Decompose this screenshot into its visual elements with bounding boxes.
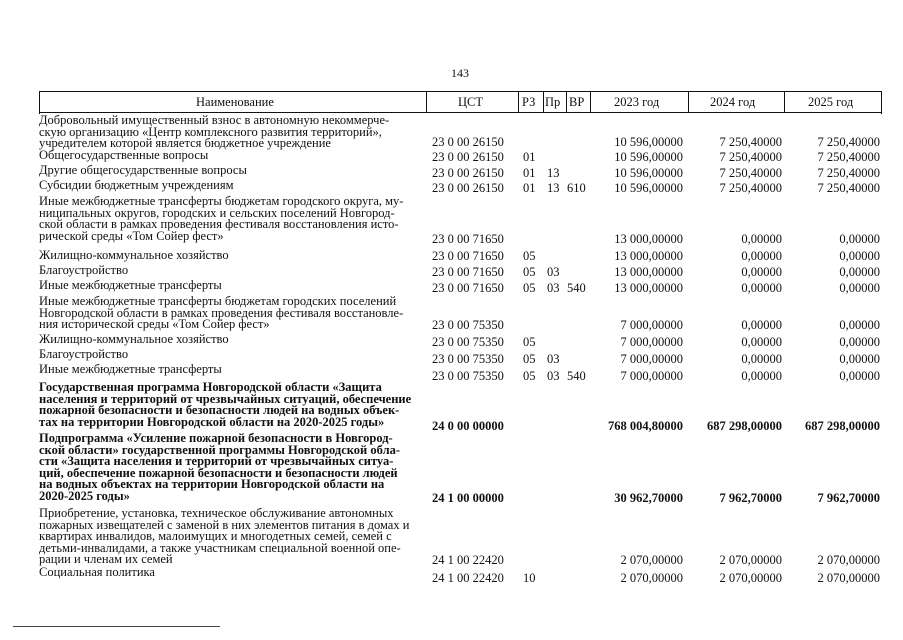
row-pr: 03: [547, 352, 560, 366]
row-name: Иные межбюджетные трансферты бюджетам городских поселений Новгородской области в рамках проведения фестиваля восстановле- ния исторической среды «Том Сойер фест»: [39, 294, 404, 332]
row-y2025: 0,00000: [839, 369, 880, 383]
row-rz: 05: [523, 369, 536, 383]
row-name: Государственная программа Новгородской области «Защита населения и территорий от чрезвычайных ситуаций, обеспечение пожарной безопасности и безопасности людей на водных объек- тах на территории Новгородской области на 2020-2025 годы»: [39, 380, 412, 429]
row-y2024: 7 962,70000: [719, 491, 782, 505]
row-name: Жилищно-коммунальное хозяйство: [39, 248, 229, 262]
row-y2024: 2 070,00000: [719, 571, 782, 585]
row-pr: 13: [547, 166, 560, 180]
row-y2023: 10 596,00000: [614, 135, 683, 149]
row-cst: 23 0 00 75350: [432, 335, 504, 349]
column-divider: [688, 91, 689, 113]
row-y2025: 7 250,40000: [817, 135, 880, 149]
row-y2024: 0,00000: [741, 265, 782, 279]
row-name: Благоустройство: [39, 347, 129, 361]
row-vr: 540: [567, 369, 586, 383]
row-cst: 24 1 00 00000: [432, 491, 504, 505]
row-cst: 23 0 00 26150: [432, 166, 504, 180]
row-y2025: 2 070,00000: [817, 553, 880, 567]
header-rz: РЗ: [522, 95, 536, 109]
row-y2023: 10 596,00000: [614, 181, 683, 195]
row-name: Подпрограмма «Усиление пожарной безопасности в Новгород- ской области» государственной программы Новгородской обла- сти «Защита населения и территорий от чрезвычайных ситуа- ций, обеспечение пожарной безопасности и безопасности людей на водных объектах на территории Новгородской области на 2020-2025 годы»: [39, 431, 400, 503]
row-name: Жилищно-коммунальное хозяйство: [39, 332, 229, 346]
row-y2024: 0,00000: [741, 335, 782, 349]
header-2024: 2024 год: [710, 95, 756, 109]
row-y2024: 2 070,00000: [719, 553, 782, 567]
row-y2024: 7 250,40000: [719, 135, 782, 149]
row-rz: 10: [523, 571, 536, 585]
row-name: Социальная политика: [39, 565, 155, 579]
row-name: Добровольный имущественный взнос в автономную некоммерче- скую организацию «Центр комплексного развития территорий», учредителем которой является бюджетное учреждение: [39, 113, 390, 151]
column-divider: [566, 91, 567, 113]
row-y2025: 7 250,40000: [817, 181, 880, 195]
row-rz: 01: [523, 166, 536, 180]
row-cst: 23 0 00 71650: [432, 281, 504, 295]
row-y2024: 0,00000: [741, 352, 782, 366]
row-cst: 23 0 00 26150: [432, 135, 504, 149]
row-vr: 610: [567, 181, 586, 195]
row-rz: 01: [523, 150, 536, 164]
row-vr: 540: [567, 281, 586, 295]
column-divider: [543, 91, 544, 113]
row-cst: 23 0 00 71650: [432, 232, 504, 246]
row-y2023: 768 004,80000: [608, 419, 683, 433]
column-divider: [518, 91, 519, 113]
row-y2023: 30 962,70000: [614, 491, 683, 505]
row-rz: 05: [523, 265, 536, 279]
row-y2025: 7 250,40000: [817, 150, 880, 164]
row-pr: 13: [547, 181, 560, 195]
footer-rule: [13, 626, 220, 627]
row-cst: 23 0 00 75350: [432, 352, 504, 366]
row-y2023: 10 596,00000: [614, 166, 683, 180]
row-y2025: 7 962,70000: [817, 491, 880, 505]
row-y2024: 0,00000: [741, 281, 782, 295]
row-y2024: 7 250,40000: [719, 181, 782, 195]
header-cst: ЦСТ: [458, 95, 483, 109]
row-cst: 23 0 00 75350: [432, 318, 504, 332]
row-name: Иные межбюджетные трансферты бюджетам городского округа, му- ниципальных округов, городских и сельских поселений Новгород- ской области в рамках проведения фестиваля восстановления исто- рической среды «Том Сойер фест»: [39, 194, 404, 243]
row-y2025: 0,00000: [839, 352, 880, 366]
header-name: Наименование: [196, 95, 274, 109]
row-cst: 23 0 00 26150: [432, 150, 504, 164]
row-cst: 24 1 00 22420: [432, 571, 504, 585]
row-name: Благоустройство: [39, 263, 129, 277]
row-y2024: 7 250,40000: [719, 166, 782, 180]
row-name: Иные межбюджетные трансферты: [39, 362, 222, 376]
row-y2023: 13 000,00000: [614, 281, 683, 295]
row-y2023: 13 000,00000: [614, 232, 683, 246]
row-y2024: 7 250,40000: [719, 150, 782, 164]
column-divider: [590, 91, 591, 113]
row-y2023: 7 000,00000: [620, 318, 683, 332]
header-2025: 2025 год: [808, 95, 854, 109]
page-number: 143: [451, 66, 469, 80]
row-y2025: 2 070,00000: [817, 571, 880, 585]
row-y2025: 0,00000: [839, 335, 880, 349]
row-name: Приобретение, установка, техническое обслуживание автономных пожарных извещателей с заменой в них элементов питания в домах и квартирах инвалидов, малоимущих и многодетных семей, семей с детьми-инвалидами, а также участникам специальной военной опе- рации и членам их семей: [39, 506, 410, 567]
row-rz: 05: [523, 281, 536, 295]
row-name: Иные межбюджетные трансферты: [39, 278, 222, 292]
row-cst: 24 1 00 22420: [432, 553, 504, 567]
row-cst: 23 0 00 75350: [432, 369, 504, 383]
header-pr: Пр: [545, 95, 561, 109]
row-cst: 23 0 00 26150: [432, 181, 504, 195]
row-y2025: 0,00000: [839, 249, 880, 263]
row-cst: 23 0 00 71650: [432, 265, 504, 279]
row-y2025: 7 250,40000: [817, 166, 880, 180]
row-y2023: 7 000,00000: [620, 352, 683, 366]
row-rz: 05: [523, 352, 536, 366]
row-rz: 05: [523, 335, 536, 349]
row-y2024: 0,00000: [741, 369, 782, 383]
row-pr: 03: [547, 265, 560, 279]
column-divider: [426, 91, 427, 113]
row-cst: 23 0 00 71650: [432, 249, 504, 263]
row-y2025: 0,00000: [839, 281, 880, 295]
row-y2023: 2 070,00000: [620, 571, 683, 585]
row-y2024: 687 298,00000: [707, 419, 782, 433]
row-y2025: 687 298,00000: [805, 419, 880, 433]
row-y2025: 0,00000: [839, 232, 880, 246]
column-divider: [784, 91, 785, 113]
row-pr: 03: [547, 281, 560, 295]
row-name: Общегосударственные вопросы: [39, 148, 209, 162]
row-rz: 01: [523, 181, 536, 195]
row-y2023: 10 596,00000: [614, 150, 683, 164]
row-y2023: 7 000,00000: [620, 369, 683, 383]
header-2023: 2023 год: [614, 95, 660, 109]
row-name: Другие общегосударственные вопросы: [39, 163, 247, 177]
row-rz: 05: [523, 249, 536, 263]
row-y2023: 2 070,00000: [620, 553, 683, 567]
row-cst: 24 0 00 00000: [432, 419, 504, 433]
row-y2024: 0,00000: [741, 318, 782, 332]
row-y2024: 0,00000: [741, 249, 782, 263]
row-y2024: 0,00000: [741, 232, 782, 246]
row-y2025: 0,00000: [839, 265, 880, 279]
row-name: Субсидии бюджетным учреждениям: [39, 178, 234, 192]
row-y2025: 0,00000: [839, 318, 880, 332]
row-y2023: 13 000,00000: [614, 265, 683, 279]
row-pr: 03: [547, 369, 560, 383]
row-y2023: 13 000,00000: [614, 249, 683, 263]
header-vr: ВР: [569, 95, 585, 109]
row-y2023: 7 000,00000: [620, 335, 683, 349]
